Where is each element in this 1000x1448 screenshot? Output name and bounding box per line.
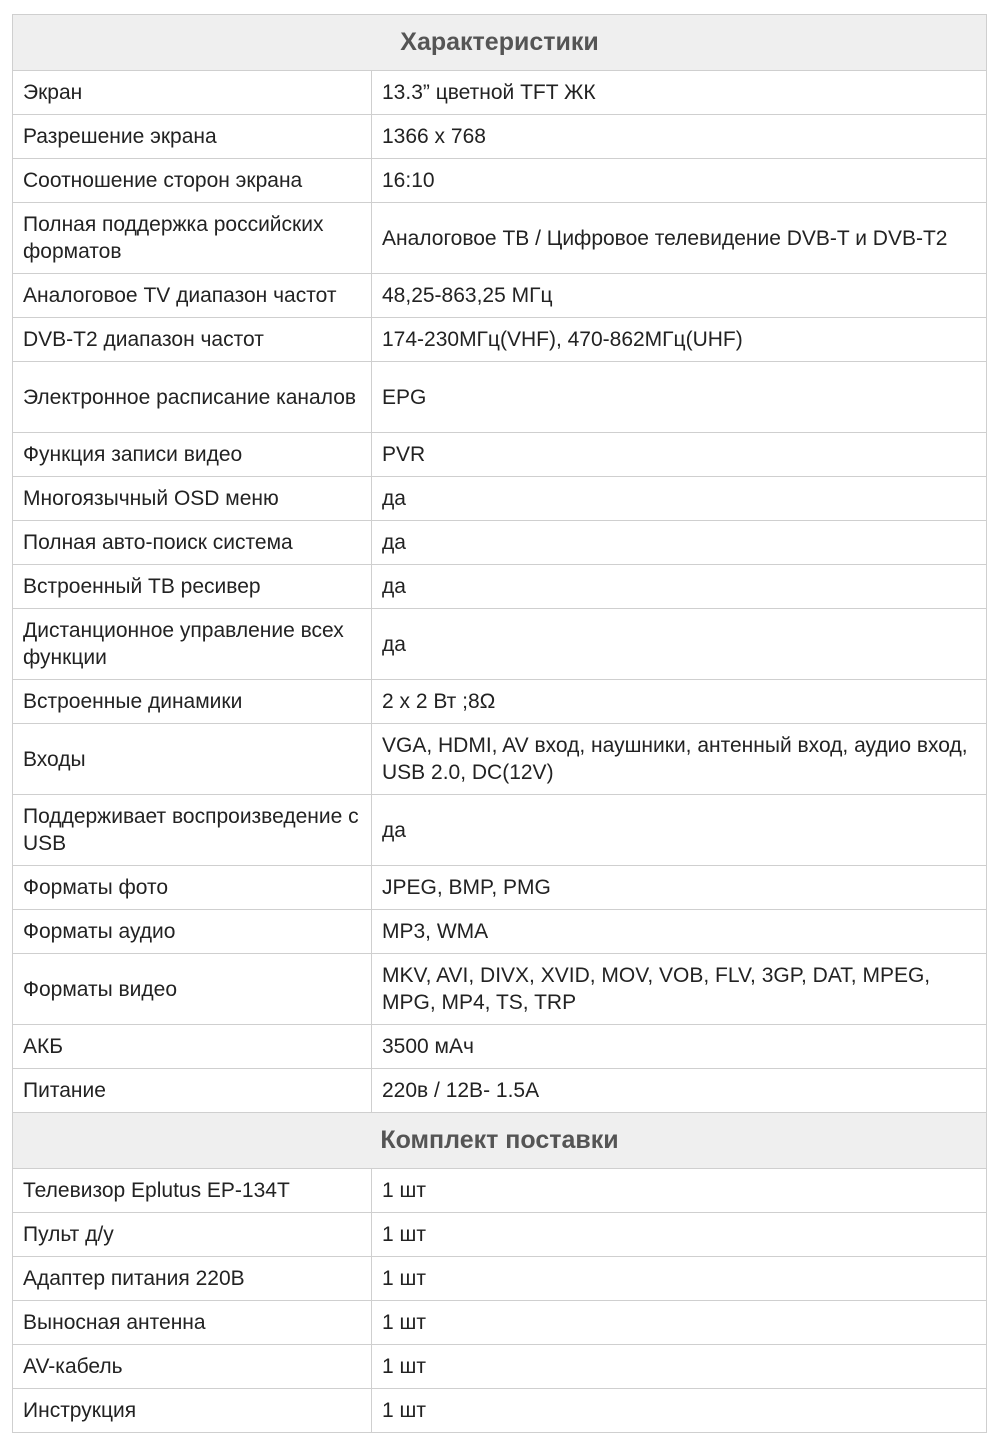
row-value: да (372, 609, 987, 680)
table-row (13, 1169, 987, 1213)
row-label: Форматы видео (13, 954, 372, 1025)
row-label: DVB-T2 диапазон частот (13, 318, 372, 362)
row-value: 1366 x 768 (372, 115, 987, 159)
row-label: Дистанционное управление всех функции (13, 609, 372, 680)
table-row (13, 565, 987, 609)
row-value: да (372, 521, 987, 565)
spec-table (12, 14, 987, 1433)
table-row (13, 477, 987, 521)
row-value: 2 x 2 Вт ;8Ω (372, 680, 987, 724)
row-value: 220в / 12В- 1.5А (372, 1069, 987, 1113)
row-value: 3500 мАч (372, 1025, 987, 1069)
row-label: Входы (13, 724, 372, 795)
row-label: Форматы фото (13, 866, 372, 910)
section-header-package (13, 1113, 987, 1169)
table-row (13, 724, 987, 795)
table-row (13, 115, 987, 159)
table-row (13, 910, 987, 954)
row-label: Экран (13, 71, 372, 115)
row-label: Выносная антенна (13, 1301, 372, 1345)
table-row (13, 1257, 987, 1301)
table-row (13, 1389, 987, 1433)
row-value: JPEG, BMP, PMG (372, 866, 987, 910)
row-value: 174-230МГц(VHF), 470-862МГц(UHF) (372, 318, 987, 362)
row-label: Аналоговое TV диапазон частот (13, 274, 372, 318)
row-label: Телевизор Eplutus EP-134T (13, 1169, 372, 1213)
row-label: AV-кабель (13, 1345, 372, 1389)
row-value: 16:10 (372, 159, 987, 203)
table-row (13, 795, 987, 866)
table-row (13, 1069, 987, 1113)
row-value: 13.3” цветной TFT ЖК (372, 71, 987, 115)
row-label: Встроенный ТВ ресивер (13, 565, 372, 609)
table-row (13, 274, 987, 318)
section-title: Комплект поставки (13, 1113, 987, 1169)
row-label: Соотношение сторон экрана (13, 159, 372, 203)
row-value: 1 шт (372, 1345, 987, 1389)
row-label: Многоязычный OSD меню (13, 477, 372, 521)
row-label: Адаптер питания 220В (13, 1257, 372, 1301)
row-value: 1 шт (372, 1389, 987, 1433)
table-row (13, 521, 987, 565)
table-row (13, 362, 987, 433)
row-value: да (372, 477, 987, 521)
row-value: 1 шт (372, 1257, 987, 1301)
row-value: PVR (372, 433, 987, 477)
table-row (13, 866, 987, 910)
row-label: Поддерживает воспроизведение с USB (13, 795, 372, 866)
row-value: да (372, 565, 987, 609)
table-row (13, 318, 987, 362)
row-label: Полная поддержка российских форматов (13, 203, 372, 274)
row-label: Электронное расписание каналов (13, 362, 372, 433)
row-label: Питание (13, 1069, 372, 1113)
table-row (13, 159, 987, 203)
row-value: EPG (372, 362, 987, 433)
table-row (13, 433, 987, 477)
row-label: Пульт д/у (13, 1213, 372, 1257)
row-value: 1 шт (372, 1169, 987, 1213)
table-row (13, 609, 987, 680)
row-value: MP3, WMA (372, 910, 987, 954)
row-value: 1 шт (372, 1213, 987, 1257)
row-label: Полная авто-поиск система (13, 521, 372, 565)
table-row (13, 1301, 987, 1345)
row-label: Форматы аудио (13, 910, 372, 954)
row-value: да (372, 795, 987, 866)
row-value: MKV, AVI, DIVX, XVID, MOV, VOB, FLV, 3GP, DAT, MPEG, MPG, MP4, TS, TRP (372, 954, 987, 1025)
table-row (13, 680, 987, 724)
table-row (13, 71, 987, 115)
table-row (13, 954, 987, 1025)
section-title: Характеристики (13, 15, 987, 71)
table-row (13, 203, 987, 274)
table-row (13, 1213, 987, 1257)
row-value: 1 шт (372, 1301, 987, 1345)
section-header-specs (13, 15, 987, 71)
table-row (13, 1345, 987, 1389)
row-value: Аналоговое ТВ / Цифровое телевидение DVB-T и DVB-T2 (372, 203, 987, 274)
row-label: Встроенные динамики (13, 680, 372, 724)
row-value: VGA, HDMI, AV вход, наушники, антенный вход, аудио вход, USB 2.0, DC(12V) (372, 724, 987, 795)
row-value: 48,25-863,25 МГц (372, 274, 987, 318)
row-label: Инструкция (13, 1389, 372, 1433)
row-label: АКБ (13, 1025, 372, 1069)
row-label: Разрешение экрана (13, 115, 372, 159)
row-label: Функция записи видео (13, 433, 372, 477)
table-row (13, 1025, 987, 1069)
